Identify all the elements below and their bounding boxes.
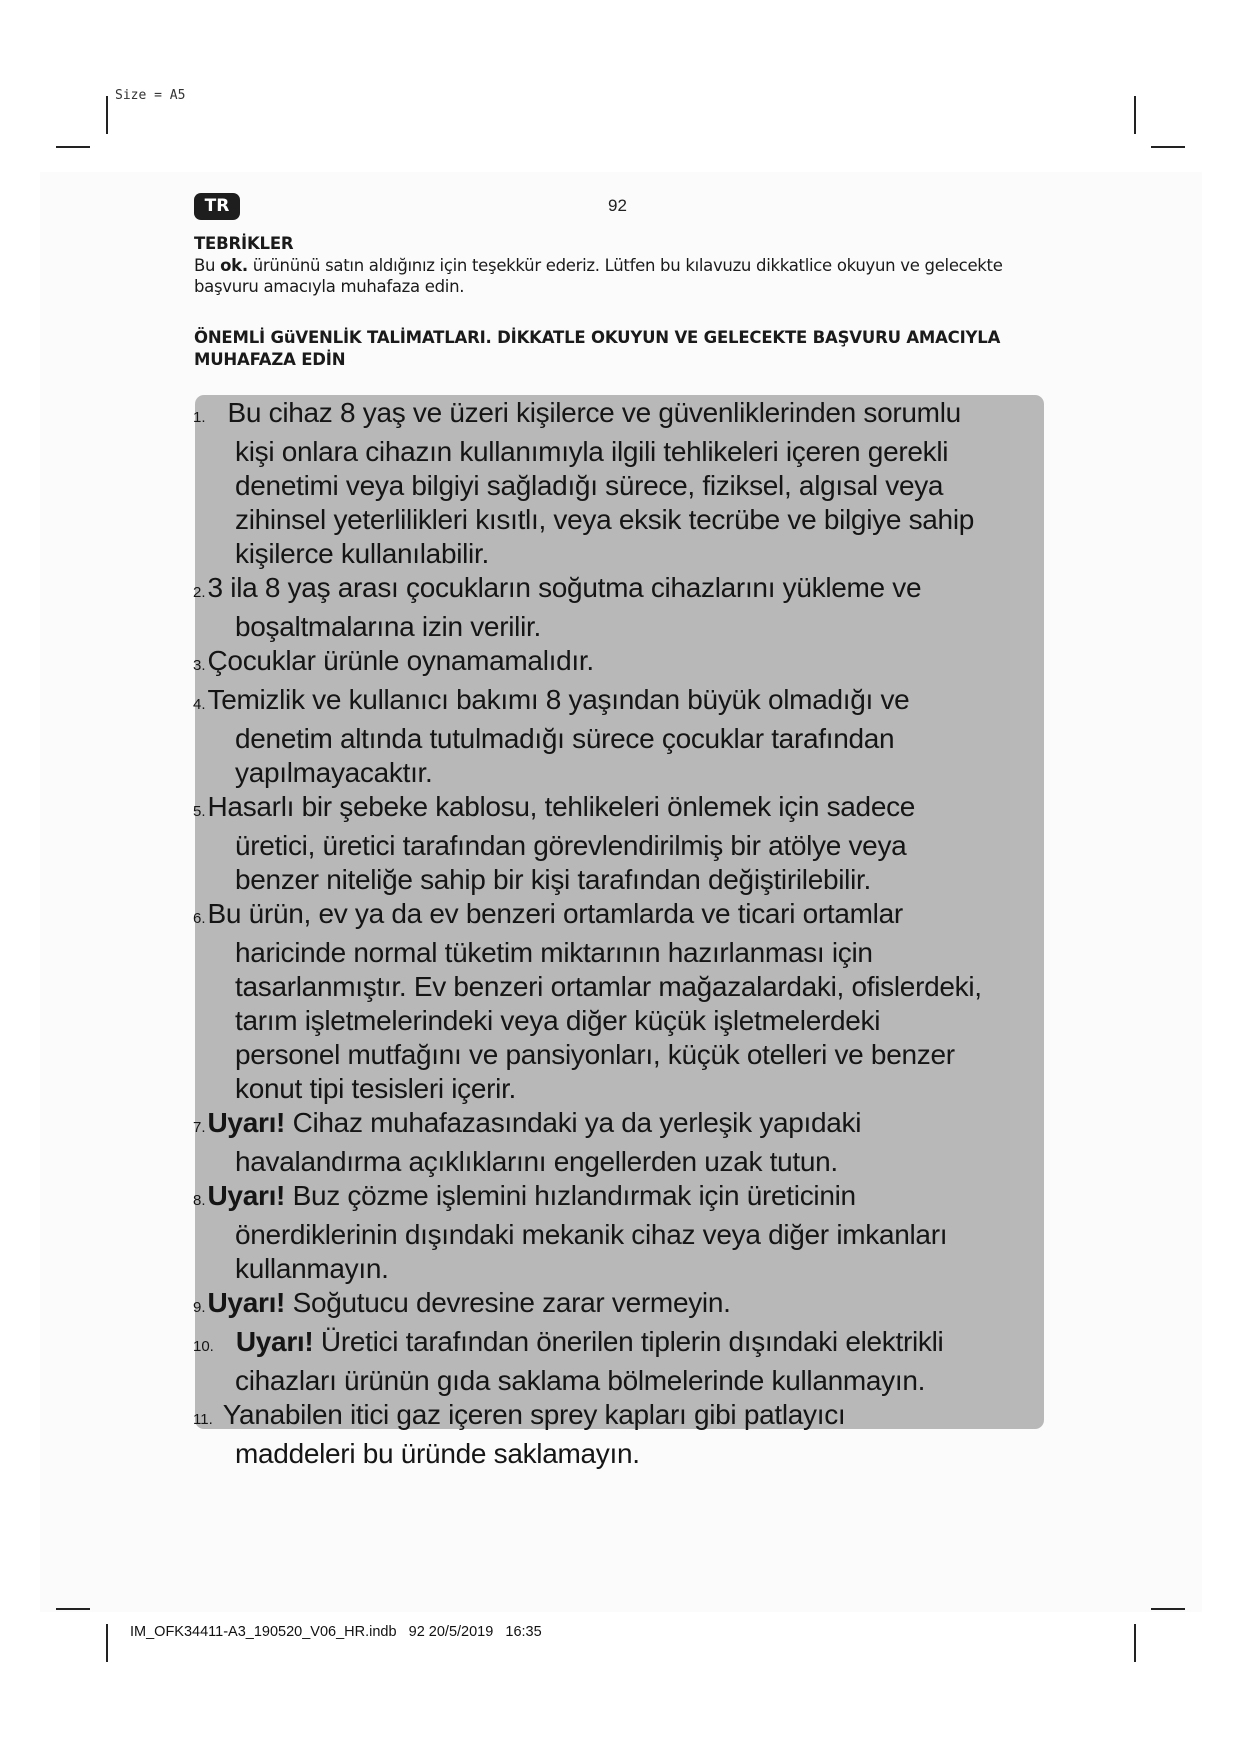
item-line: Bu ürün, ev ya da ev benzeri ortamlarda ve ticari ortamlar xyxy=(207,898,903,929)
warning-label: Uyarı! xyxy=(235,1326,314,1357)
item-line: maddeleri bu üründe saklamayın. xyxy=(235,1438,640,1469)
item-line: benzer niteliğe sahip bir kişi tarafından değiştirilebilir. xyxy=(235,864,871,895)
item-line: Yanabilen itici gaz içeren sprey kapları gibi patlayıcı xyxy=(222,1399,846,1430)
item-line: cihazları ürünün gıda saklama bölmelerinde kullanmayın. xyxy=(235,1365,926,1396)
list-item xyxy=(193,1325,1073,1364)
crop-mark-top-right-h xyxy=(1151,146,1185,148)
item-line: kişilerce kullanılabilir. xyxy=(235,538,489,569)
item-line: personel mutfağını ve pansiyonları, küçük otelleri ve benzer xyxy=(235,1039,955,1070)
item-line: yapılmayacaktır. xyxy=(235,757,433,788)
item-line: Üretici tarafından önerilen tiplerin dışındaki elektrikli xyxy=(313,1326,944,1357)
item-number: 4. xyxy=(193,696,206,713)
item-line: kullanmayın. xyxy=(235,1253,389,1284)
list-item xyxy=(193,644,1073,683)
size-label: Size = A5 xyxy=(115,88,186,103)
intro-suffix: ürününü satın aldığınız için teşekkür ederiz. Lütfen bu kılavuzu dikkatlice okuyun ve gelecekte başvuru amacıyla muhafaza edin. xyxy=(194,256,1003,296)
item-line: Soğutucu devresine zarar vermeyin. xyxy=(285,1287,731,1318)
item-line: tasarlanmıştır. Ev benzeri ortamlar mağazalardaki, ofislerdeki, xyxy=(235,971,982,1002)
warning-label: Uyarı! xyxy=(207,1180,286,1211)
item-line: Buz çözme işlemini hızlandırmak için üreticinin xyxy=(285,1180,856,1211)
intro-text xyxy=(194,255,1054,297)
item-line: boşaltmalarına izin verilir. xyxy=(235,611,541,642)
item-line: Hasarlı bir şebeke kablosu, tehlikeleri önlemek için sadece xyxy=(207,791,916,822)
item-number: 11. xyxy=(193,1411,213,1428)
item-number: 7. xyxy=(193,1119,206,1136)
intro-title: TEBRİKLER xyxy=(194,234,294,253)
item-line: üretici, üretici tarafından görevlendirilmiş bir atölye veya xyxy=(235,830,907,861)
crop-mark-top-left-v xyxy=(106,96,108,134)
crop-mark-bottom-left-v xyxy=(106,1624,108,1662)
crop-mark-top-right-v xyxy=(1134,96,1136,134)
language-badge: TR xyxy=(194,193,240,220)
item-number: 6. xyxy=(193,910,206,927)
item-number: 3. xyxy=(193,657,206,674)
item-line: havalandırma açıklıklarını engellerden uzak tutun. xyxy=(235,1146,838,1177)
item-line: zihinsel yeterlilikleri kısıtlı, veya eksik tecrübe ve bilgiye sahip xyxy=(235,504,975,535)
item-line: Cihaz muhafazasındaki ya da yerleşik yapıdaki xyxy=(285,1107,862,1138)
crop-mark-bottom-right-v xyxy=(1134,1624,1136,1662)
list-item xyxy=(193,1398,1073,1437)
warning-label: Uyarı! xyxy=(207,1107,286,1138)
list-item xyxy=(193,790,1073,829)
page-number: 92 xyxy=(608,196,627,215)
safety-list xyxy=(193,396,1073,1471)
item-line: Bu cihaz 8 yaş ve üzeri kişilerce ve güvenliklerinden sorumlu xyxy=(227,397,961,428)
item-line: denetim altında tutulmadığı sürece çocuklar tarafından xyxy=(235,723,895,754)
item-number: 10. xyxy=(193,1338,214,1355)
warning-label: Uyarı! xyxy=(207,1287,286,1318)
item-number: 9. xyxy=(193,1299,206,1316)
list-item xyxy=(193,683,1073,722)
item-line: kişi onlara cihazın kullanımıyla ilgili tehlikeleri içeren gerekli xyxy=(235,436,949,467)
item-number: 8. xyxy=(193,1192,206,1209)
item-line: önerdiklerinin dışındaki mekanik cihaz veya diğer imkanları xyxy=(235,1219,948,1250)
item-line: Temizlik ve kullanıcı bakımı 8 yaşından büyük olmadığı ve xyxy=(207,684,910,715)
item-line: denetimi veya bilgiyi sağladığı sürece, fiziksel, algısal veya xyxy=(235,470,944,501)
list-item xyxy=(193,897,1073,936)
item-line: tarım işletmelerindeki veya diğer küçük işletmelerdeki xyxy=(235,1005,881,1036)
item-line: Çocuklar ürünle oynamamalıdır. xyxy=(207,645,594,676)
item-number: 1. xyxy=(193,409,206,426)
print-info: IM_OFK34411-A3_190520_V06_HR.indb 92 20/5/2019 16:35 xyxy=(130,1624,542,1640)
crop-mark-top-left-h xyxy=(56,146,90,148)
brand-name: ok. xyxy=(220,256,248,275)
intro-prefix: Bu xyxy=(194,256,221,275)
list-item xyxy=(193,396,1073,435)
list-item xyxy=(193,1179,1073,1218)
item-line: 3 ila 8 yaş arası çocukların soğutma cihazlarını yükleme ve xyxy=(207,572,922,603)
crop-mark-bottom-left-h xyxy=(56,1608,90,1610)
safety-title: ÖNEMLİ GüVENLİK TALİMATLARI. DİKKATLE OKUYUN VE GELECEKTE BAŞVURU AMACIYLA MUHAFAZA EDİN xyxy=(194,328,1001,369)
item-line: konut tipi tesisleri içerir. xyxy=(235,1073,517,1104)
item-number: 5. xyxy=(193,803,206,820)
list-item xyxy=(193,1286,1073,1325)
item-line: haricinde normal tüketim miktarının hazırlanması için xyxy=(235,937,873,968)
item-number: 2. xyxy=(193,584,206,601)
list-item xyxy=(193,571,1073,610)
crop-mark-bottom-right-h xyxy=(1151,1608,1185,1610)
list-item xyxy=(193,1106,1073,1145)
